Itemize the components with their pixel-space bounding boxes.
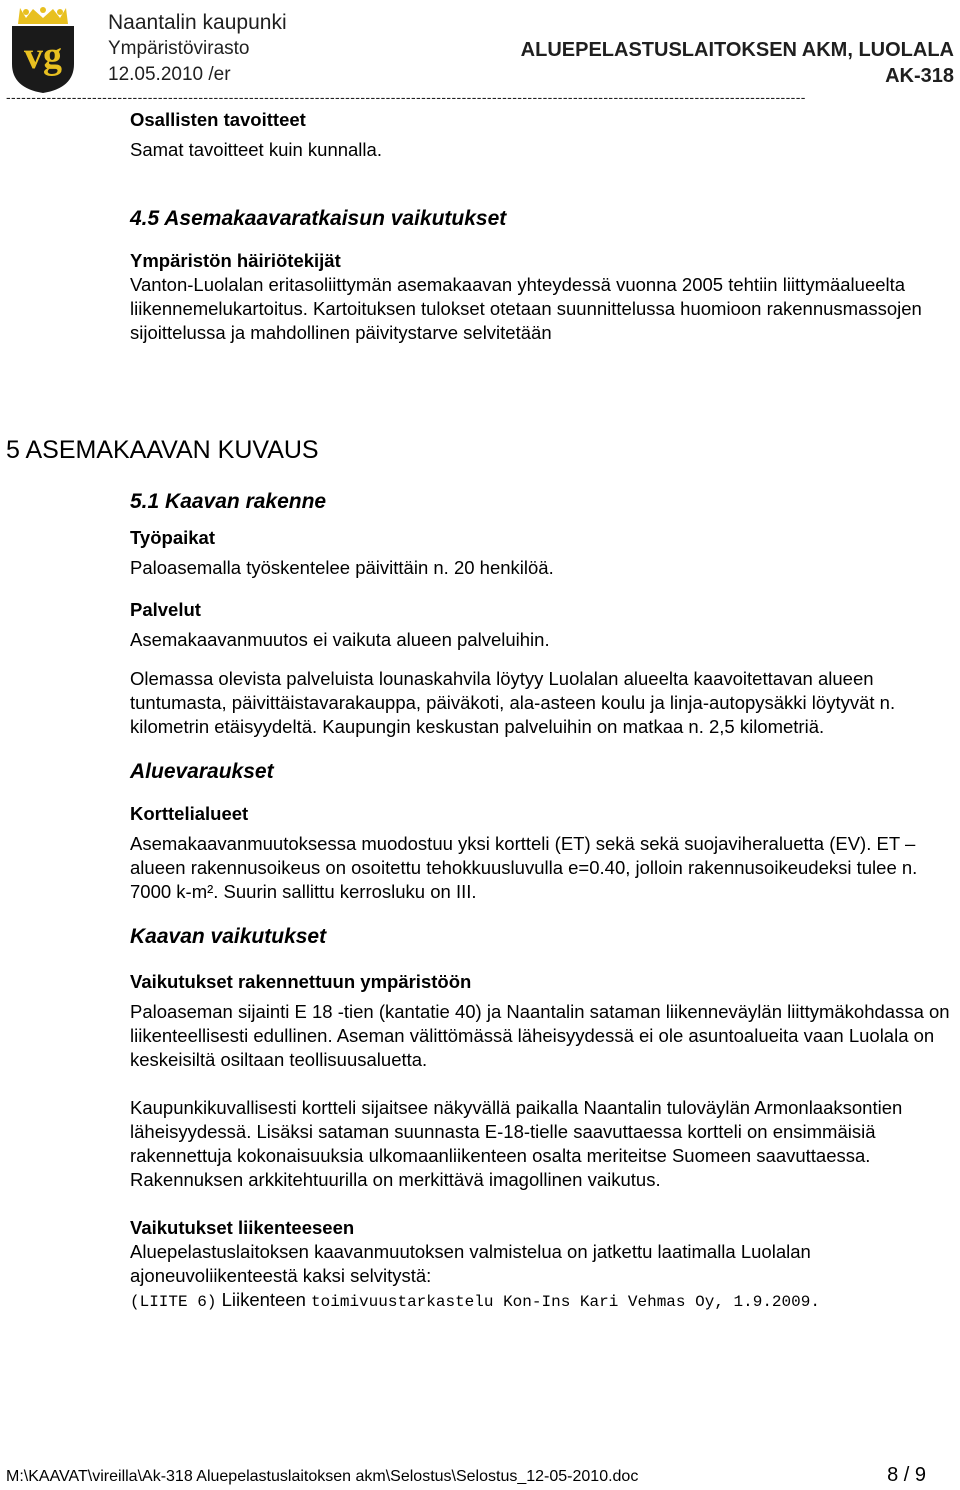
liite-rest: toimivuustarkastelu Kon-Ins Kari Vehmas Oy, 1.9.2009. [311, 1293, 820, 1311]
city-coat-of-arms-logo [6, 4, 80, 94]
department-name: Ympäristövirasto [108, 38, 250, 59]
hairio-heading: Ympäristön häiriötekijät [130, 250, 341, 271]
header-left [108, 10, 287, 88]
page-number: 8 / 9 [887, 1464, 926, 1486]
palvelut-text-2: Olemassa olevista palveluista lounaskahvila löytyy Luolalan alueelta kaavoitettavan alueen tuntumasta, päivittäistavarakauppa, päiväkoti, ala-asteen koulu ja linja-autopysäkki löytyvät n. kilometrin etäisyydeltä. Kaupungin keskustan palveluihin on matkaa n. 2,5 kilometriä. [130, 668, 896, 737]
tyopaikat-heading: Työpaikat [130, 527, 215, 548]
section-5-1-heading: 5.1 Kaavan rakenne [130, 490, 327, 513]
liite-prefix: (LIITE 6) [130, 1293, 217, 1311]
city-name: Naantalin kaupunki [108, 11, 287, 34]
vaikutukset-heading: Kaavan vaikutukset [130, 925, 327, 948]
header-right [521, 37, 954, 89]
project-code: AK-318 [885, 65, 954, 87]
hairio-text: Vanton-Luolalan eritasoliittymän asemakaavan yhteydessä vuonna 2005 tehtiin liittymäalueelta liikennemelukartoitus. Kartoituksen tulokset otetaan suunnittelussa huomioon rakennusmassojen sijoittelussa ja mahdollinen päivitystarve selvitetään [130, 274, 922, 343]
aluevaraukset-heading: Aluevaraukset [130, 760, 274, 783]
palvelut-heading: Palvelut [130, 599, 201, 620]
liite-reference [130, 1288, 956, 1314]
document-body [130, 108, 956, 345]
osallisten-heading: Osallisten tavoitteet [130, 109, 306, 130]
project-title: ALUEPELASTUSLAITOKSEN AKM, LUOLALA [520, 39, 954, 61]
rak-heading: Vaikutukset rakennettuun ympäristöön [130, 971, 472, 992]
section-5-heading: 5 ASEMAKAAVAN KUVAUS [6, 436, 319, 464]
document-body-2 [130, 490, 956, 1314]
liik-text: Aluepelastuslaitoksen kaavanmuutoksen valmistelua on jatkettu laatimalla Luolalan ajoneuvoliikenteestä kaksi selvitystä: [130, 1241, 811, 1286]
file-path: M:\KAAVAT\vireilla\Ak-318 Aluepelastuslaitoksen akm\Selostus\Selostus_12-05-2010.doc [6, 1468, 639, 1485]
header-separator: -------------------------------------------------------------------------------------------------------------------------------------------------------------- [6, 89, 806, 105]
kortteli-text: Asemakaavanmuutoksessa muodostuu yksi kortteli (ET) sekä sekä suojaviheraluetta (EV). ET –alueen rakennusoikeus on osoitettu tehokkuusluvulla e=0.40, jolloin rakennusoikeudeksi tulee n. 7000 k-m². Suurin sallittu kerrosluku on III. [130, 833, 918, 902]
liite-mid: Liikenteen [221, 1289, 306, 1310]
kortteli-heading: Korttelialueet [130, 803, 249, 824]
section-4-5-heading: 4.5 Asemakaavaratkaisun vaikutukset [130, 207, 507, 230]
osallisten-text: Samat tavoitteet kuin kunnalla. [130, 139, 382, 160]
palvelut-text-1: Asemakaavanmuutos ei vaikuta alueen palveluihin. [130, 629, 550, 650]
tyopaikat-text: Paloasemalla työskentelee päivittäin n. 20 henkilöä. [130, 557, 554, 578]
liik-heading: Vaikutukset liikenteeseen [130, 1217, 355, 1238]
document-date: 12.05.2010 /er [108, 64, 231, 85]
rak-text-2: Kaupunkikuvallisesti kortteli sijaitsee näkyvällä paikalla Naantalin tuloväylän Armonlaaksontien läheisyydessä. Lisäksi sataman suunnasta E-18-tielle saavuttaessa kortteli on ensimmäisiä rakennettuja kokonaisuuksia ulkomaanliikenteen osalta meriteitse Suomeen saavuttaessa. Rakennuksen arkkitehtuurilla on merkittävä imagollinen vaikutus. [130, 1097, 903, 1190]
logo-lettering: vg [24, 35, 62, 77]
rak-text-1: Paloaseman sijainti E 18 -tien (kantatie 40) ja Naantalin sataman liikenneväylän liittymäkohdassa on liikenteellisesti edullinen. Aseman välittömässä läheisyydessä ei ole asuntoalueita vaan Luolala on keskeisiltä osiltaan teollisuusaluetta. [130, 1001, 950, 1070]
